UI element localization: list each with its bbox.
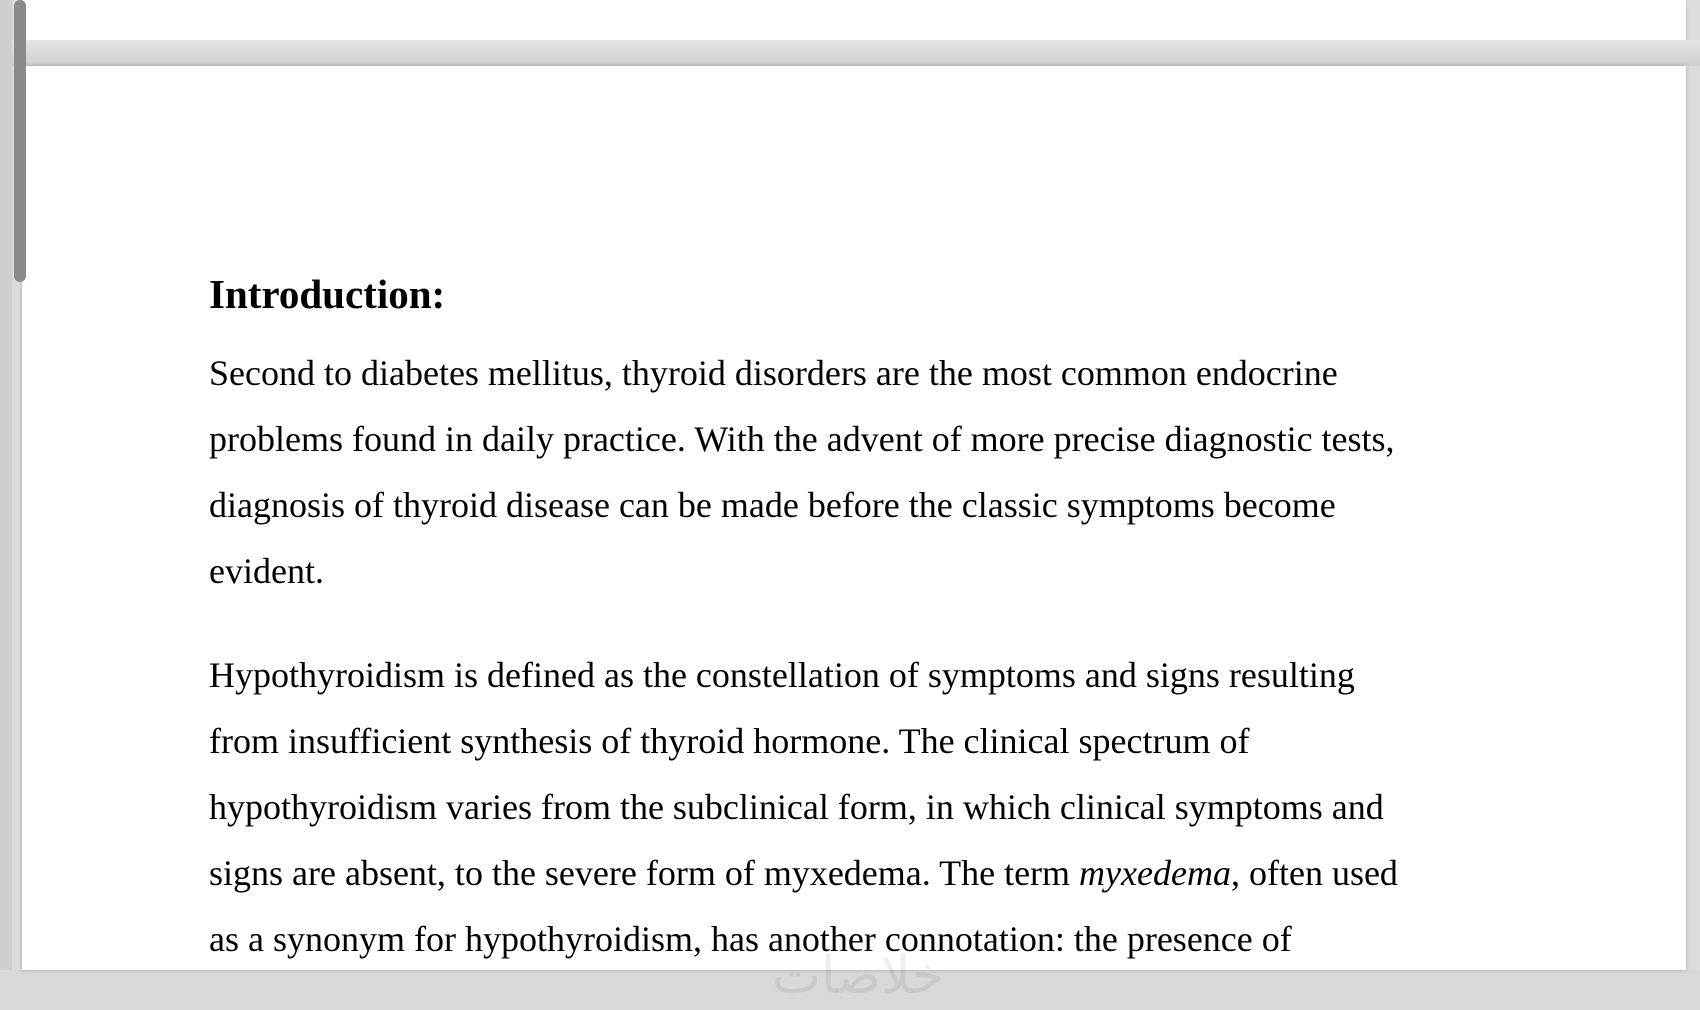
paragraph-line: diagnosis of thyroid disease can be made before the classic symptoms become — [209, 485, 1336, 525]
paragraph-1 — [209, 340, 1519, 604]
left-edge-margin — [0, 0, 12, 970]
section-heading: Introduction: — [209, 271, 446, 317]
paragraph-line: from insufficient synthesis of thyroid hormone. The clinical spectrum of — [209, 721, 1250, 761]
text-run: signs are absent, to the severe form of myxedema. The term — [209, 853, 1080, 893]
page-content — [209, 264, 1519, 1010]
paragraph-line: as a synonym for hypothyroidism, has another connotation: the presence of — [209, 919, 1292, 959]
previous-page — [22, 0, 1686, 40]
italic-term: myxedema — [1079, 853, 1231, 893]
text-run: , often used — [1230, 853, 1398, 893]
vertical-scrollbar-thumb[interactable] — [14, 0, 26, 282]
paragraph-line: hypothyroidism varies from the subclinical form, in which clinical symptoms and — [209, 787, 1384, 827]
document-page — [22, 66, 1686, 1006]
paragraph-line: Second to diabetes mellitus, thyroid disorders are the most common endocrine — [209, 353, 1338, 393]
paragraph-2 — [209, 642, 1519, 972]
watermark: خلاصات — [772, 946, 945, 1006]
paragraph-line — [209, 840, 1519, 906]
paragraph-line: evident. — [209, 551, 324, 591]
paragraph-line: problems found in daily practice. With the advent of more precise diagnostic tests, — [209, 419, 1395, 459]
page-separator — [12, 40, 1700, 66]
paragraph-line: Hypothyroidism is defined as the constellation of symptoms and signs resulting — [209, 655, 1355, 695]
